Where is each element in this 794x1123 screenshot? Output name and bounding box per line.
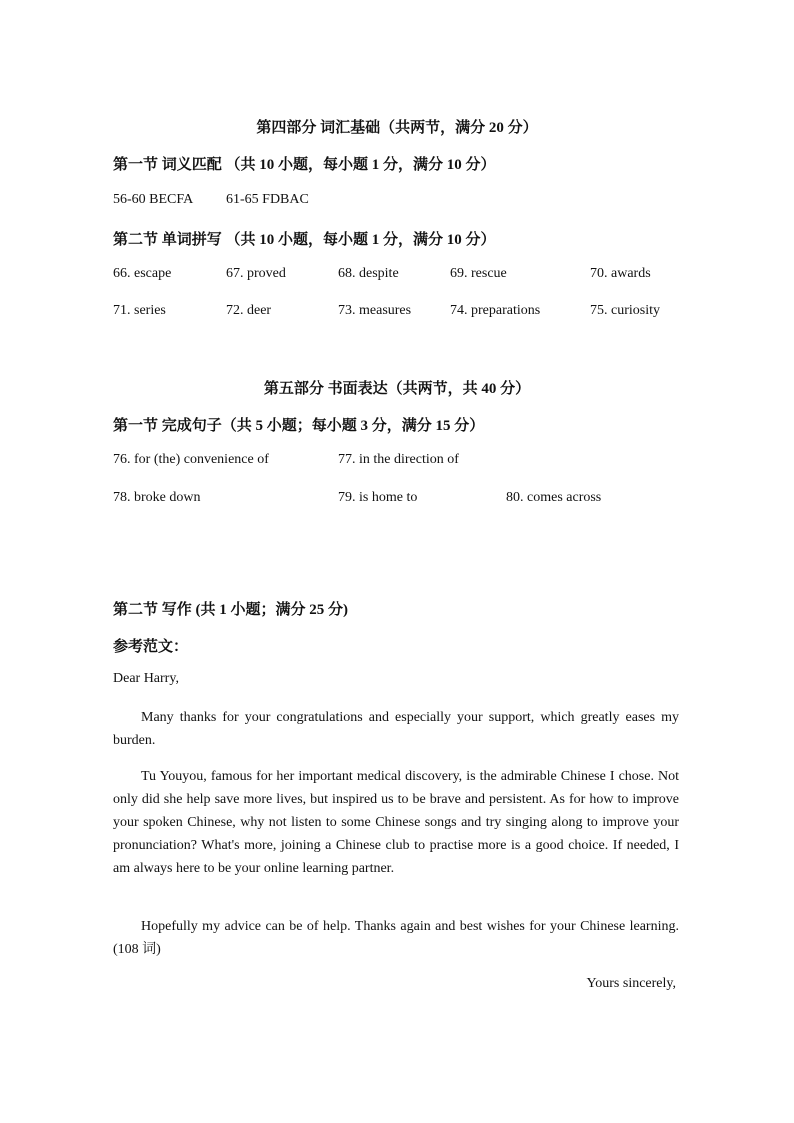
answer-71: 71. series (113, 303, 166, 318)
part5-section2-title: 第二节 写作 (共 1 小题；满分 25 分) (113, 602, 348, 618)
answer-76: 76. for (the) convenience of (113, 452, 269, 467)
answer-80: 80. comes across (506, 490, 602, 505)
part4-section2-title: 第二节 单词拼写 （共 10 小题，每小题 1 分，满分 10 分） (113, 232, 496, 248)
part5-title: 第五部分 书面表达（共两节，共 40 分） (263, 381, 531, 397)
answer-68: 68. despite (338, 266, 399, 281)
answer-67: 67. proved (226, 266, 286, 281)
letter-closing: Yours sincerely, (586, 976, 676, 991)
letter-paragraph-1: Many thanks for your congratulations and especially your support, which greatly eases my burden. (113, 710, 679, 748)
part5-section1-title: 第一节 完成句子（共 5 小题；每小题 3 分，满分 15 分） (113, 418, 485, 434)
part4-title: 第四部分 词汇基础（共两节，满分 20 分） (256, 120, 538, 136)
answer-75: 75. curiosity (590, 303, 660, 318)
answer-69: 69. rescue (450, 266, 507, 281)
answer-73: 73. measures (338, 303, 412, 318)
answer-56-60: 56-60 BECFA (113, 192, 194, 207)
answer-78: 78. broke down (113, 490, 201, 505)
answer-66: 66. escape (113, 266, 172, 281)
answer-72: 72. deer (226, 303, 272, 318)
answer-74: 74. preparations (450, 303, 541, 318)
part4-section1-title: 第一节 词义匹配 （共 10 小题，每小题 1 分，满分 10 分） (113, 157, 496, 173)
letter-paragraph-3: Hopefully my advice can be of help. Thanks again and best wishes for your Chinese learning. (108 词) (113, 919, 679, 957)
answer-61-65: 61-65 FDBAC (226, 192, 309, 207)
model-essay-label: 参考范文： (113, 639, 189, 655)
answer-79: 79. is home to (338, 490, 418, 505)
answer-70: 70. awards (590, 266, 651, 281)
answer-77: 77. in the direction of (338, 452, 459, 467)
letter-salutation: Dear Harry, (113, 671, 179, 686)
letter-paragraph-2: Tu Youyou, famous for her important medical discovery, is the admirable Chinese I chose. Not only did she help save more lives, but inspired us to be brave and persistent. As for how to improve your spoken Chinese, why not listen to some Chinese songs and try singing along to improve your pronunciation? What's more, joining a Chinese club to practise more is a good choice. If needed, I am always here to be your online learning partner. (113, 769, 679, 876)
